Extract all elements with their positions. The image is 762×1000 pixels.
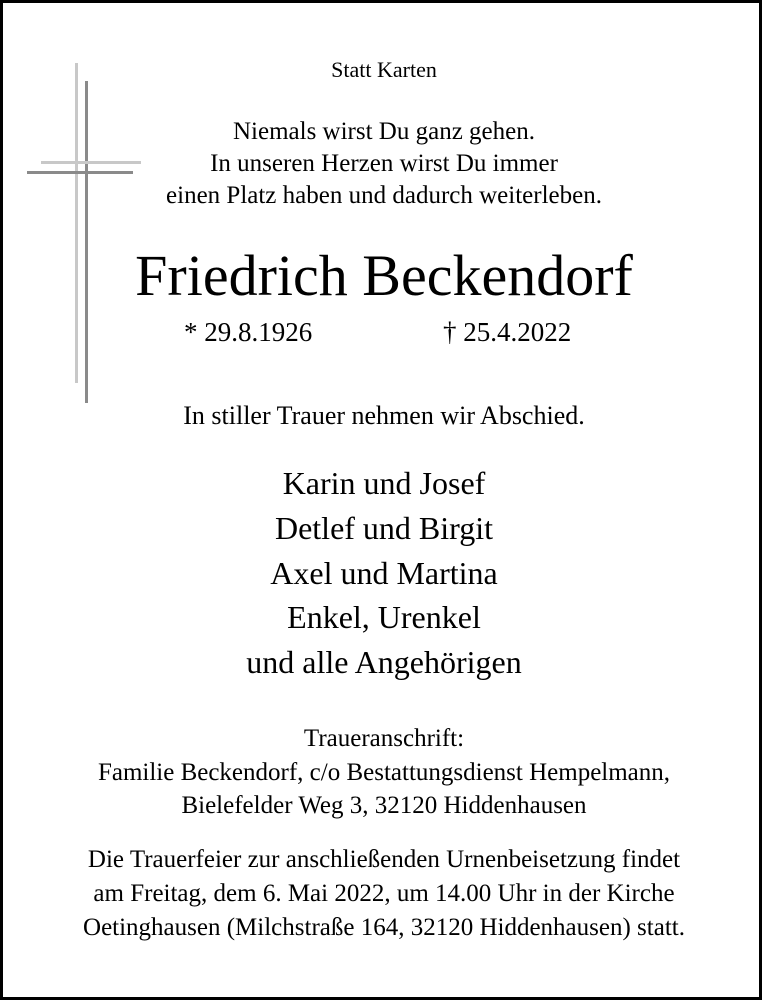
mourner-3: Axel und Martina (270, 555, 498, 591)
address-line-2: Bielefelder Weg 3, 32120 Hiddenhausen (181, 792, 587, 819)
ceremony-line-3: Oetinghausen (Milchstraße 164, 32120 Hiddenhausen) statt. (83, 914, 685, 941)
address-heading: Traueranschrift: (303, 725, 465, 752)
mourner-5: und alle Angehörigen (246, 644, 522, 680)
life-dates (3, 319, 762, 351)
mourner-2: Detlef und Birgit (274, 510, 494, 546)
ceremony-line-2: am Freitag, dem 6. Mai 2022, um 14.00 Uhr in der Kirche (93, 880, 675, 907)
header-note: Statt Karten (331, 57, 437, 82)
birth-date: * 29.8.1926 (184, 317, 313, 347)
deceased-name: Friedrich Beckendorf (135, 243, 633, 308)
verse-line-3: einen Platz haben und dadurch weiterleben. (166, 182, 602, 209)
mourner-4: Enkel, Urenkel (287, 599, 481, 635)
farewell-line: In stiller Trauer nehmen wir Abschied. (183, 401, 585, 430)
mourner-1: Karin und Josef (282, 465, 486, 501)
verse-line-1: Niemals wirst Du ganz gehen. (232, 118, 535, 145)
address-line-1: Familie Beckendorf, c/o Bestattungsdienst Hempelmann, (97, 759, 671, 786)
death-date: † 25.4.2022 (443, 317, 572, 347)
verse-line-2: In unseren Herzen wirst Du immer (210, 150, 558, 177)
cross-icon (27, 63, 147, 403)
ceremony-line-1: Die Trauerfeier zur anschließenden Urnenbeisetzung findet (87, 846, 681, 873)
